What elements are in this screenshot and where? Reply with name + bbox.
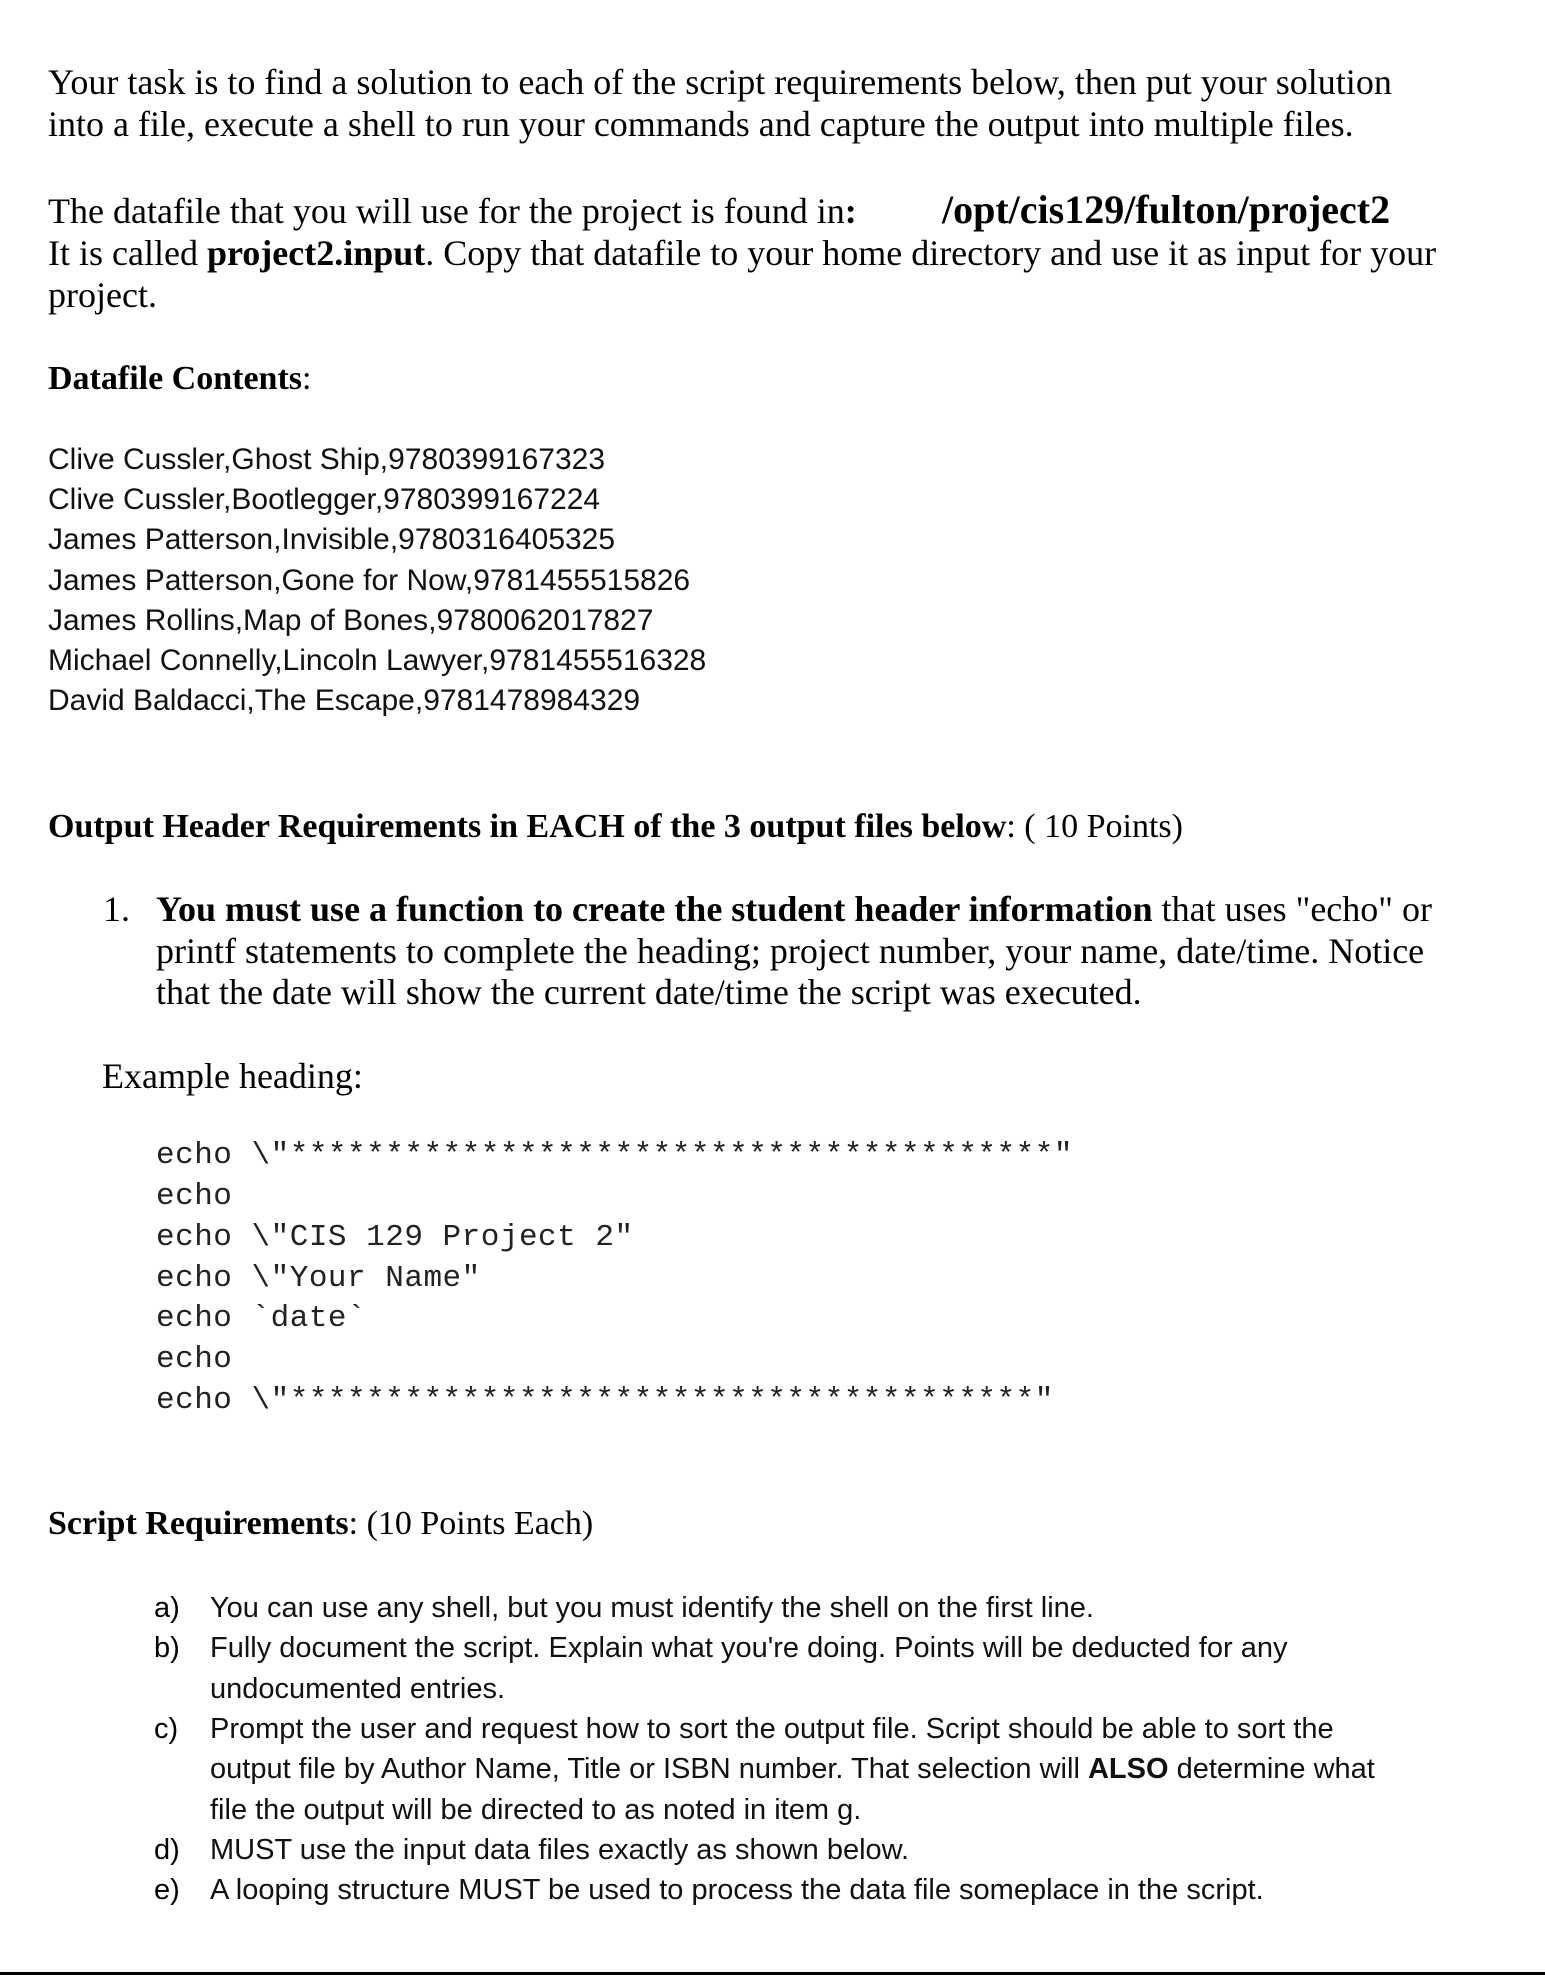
requirement-text: You can use any shell, but you must identify the shell on the first line.	[210, 1592, 1094, 1624]
requirement-text-part: determine what	[1168, 1753, 1375, 1785]
datafile-filename: project2.input	[206, 233, 426, 273]
output-header-item-rest: that uses "echo" or	[1152, 889, 1432, 929]
code-line: echo \"CIS 129 Project 2"	[156, 1220, 634, 1255]
code-line: echo \"***************************************"	[156, 1383, 1054, 1418]
output-header-item-bold: You must use a function to create the student header information	[156, 889, 1153, 929]
datafile-name-suffix: . Copy that datafile to your home directory and use it as input for your	[425, 233, 1437, 273]
requirement-text-part: output file by Author Name, Title or ISBN number. That selection will	[210, 1753, 1088, 1785]
requirement-text	[210, 1749, 1375, 1789]
datafile-row: James Patterson,Gone for Now,9781455515826	[48, 564, 691, 597]
datafile-row: James Rollins,Map of Bones,9780062017827	[48, 604, 654, 637]
datafile-contents-heading	[48, 358, 311, 400]
requirement-letter: c)	[154, 1713, 179, 1745]
datafile-name-prefix: It is called	[48, 233, 207, 273]
script-requirements-title: Script Requirements	[48, 1505, 349, 1542]
datafile-name-line	[48, 232, 1436, 274]
datafile-location-text: The datafile that you will use for the project is found in	[48, 191, 845, 231]
intro-line-2: into a file, execute a shell to run your commands and capture the output into multiple files.	[48, 104, 1354, 144]
requirement-text: A looping structure MUST be used to process the data file someplace in the script.	[210, 1874, 1264, 1906]
output-header-title: Output Header Requirements in EACH of the 3 output files below	[48, 808, 1007, 845]
datafile-path: /opt/cis129/fulton/project2	[942, 187, 1391, 232]
output-header-item-line-3: that the date will show the current date/time the script was executed.	[156, 972, 1142, 1012]
datafile-contents-label: Datafile Contents	[48, 360, 303, 397]
code-line: echo \"Your Name"	[156, 1261, 481, 1296]
requirement-letter: e)	[154, 1874, 180, 1906]
output-header-item-line-1	[156, 888, 1432, 930]
datafile-row: David Baldacci,The Escape,9781478984329	[48, 684, 641, 717]
code-line: echo	[156, 1179, 233, 1214]
requirement-text: MUST use the input data files exactly as shown below.	[210, 1834, 910, 1866]
code-line: echo \"****************************************"	[156, 1138, 1073, 1173]
requirement-letter: a)	[154, 1592, 180, 1624]
output-header-item-line-2: printf statements to complete the heading; project number, your name, date/time. Notice	[156, 931, 1425, 971]
requirement-text: Fully document the script. Explain what you're doing. Points will be deducted for any	[210, 1632, 1288, 1664]
script-requirements-points: : (10 Points Each)	[348, 1505, 594, 1542]
code-line: echo	[156, 1342, 233, 1377]
script-requirements-heading	[48, 1503, 593, 1545]
datafile-row: Clive Cussler,Bootlegger,9780399167224	[48, 483, 601, 516]
requirement-text: file the output will be directed to as noted in item g.	[210, 1794, 862, 1826]
example-heading-label: Example heading:	[102, 1056, 363, 1096]
intro-line-1: Your task is to find a solution to each of the script requirements below, then put your solution	[48, 62, 1392, 102]
datafile-name-line-3: project.	[48, 275, 157, 315]
datafile-row: James Patterson,Invisible,9780316405325	[48, 523, 616, 556]
datafile-contents-colon: :	[302, 360, 312, 397]
bottom-divider	[0, 1972, 1545, 1975]
datafile-location-line	[48, 190, 857, 232]
output-header-heading	[48, 806, 1183, 848]
output-header-item-number: 1.	[103, 889, 130, 929]
requirement-text: Prompt the user and request how to sort the output file. Script should be able to sort the	[210, 1713, 1334, 1745]
datafile-row: Michael Connelly,Lincoln Lawyer,9781455516328	[48, 644, 707, 677]
requirement-text: undocumented entries.	[210, 1673, 506, 1705]
code-line: echo `date`	[156, 1301, 367, 1336]
requirement-letter: d)	[154, 1834, 180, 1866]
datafile-location-colon: :	[844, 191, 857, 231]
output-header-points: : ( 10 Points)	[1006, 808, 1183, 845]
requirement-bold-word: ALSO	[1087, 1753, 1169, 1785]
requirement-letter: b)	[154, 1632, 180, 1664]
datafile-row: Clive Cussler,Ghost Ship,9780399167323	[48, 443, 606, 476]
